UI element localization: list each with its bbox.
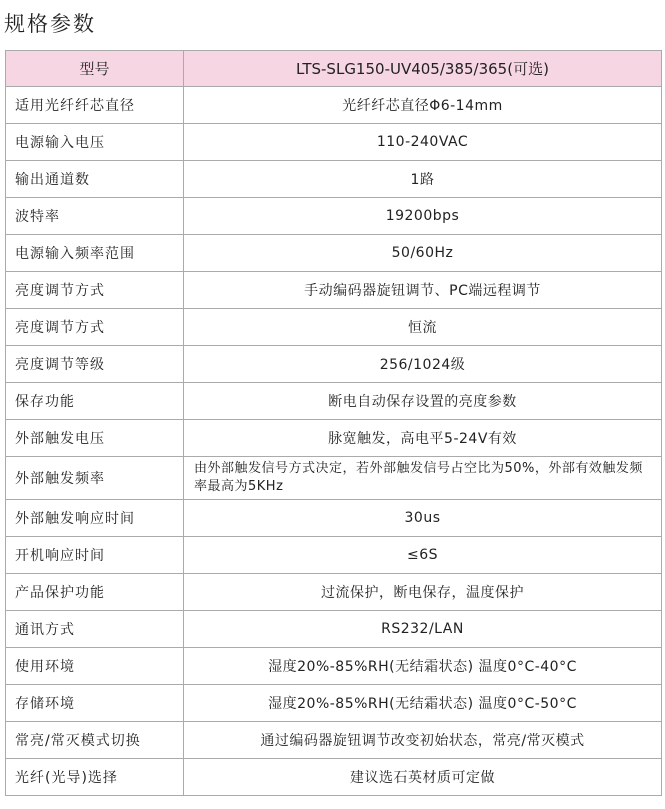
row-label: 外部触发电压 — [6, 420, 184, 457]
table-row — [6, 87, 662, 124]
row-value: 通过编码器旋钮调节改变初始状态，常亮/常灭模式 — [184, 722, 662, 759]
row-label: 外部触发频率 — [6, 457, 184, 500]
table-row — [6, 272, 662, 309]
table-header-row — [6, 51, 662, 87]
row-value: 断电自动保存设置的亮度参数 — [184, 383, 662, 420]
row-label: 波特率 — [6, 198, 184, 235]
row-value: 脉宽触发，高电平5-24V有效 — [184, 420, 662, 457]
table-row — [6, 722, 662, 759]
row-value: 过流保护，断电保存，温度保护 — [184, 574, 662, 611]
row-value: 湿度20%-85%RH(无结霜状态) 温度0°C-50°C — [184, 685, 662, 722]
row-value: 由外部触发信号方式决定，若外部触发信号占空比为50%，外部有效触发频率最高为5KHz — [184, 457, 662, 500]
table-row — [6, 648, 662, 685]
row-label: 开机响应时间 — [6, 537, 184, 574]
table-row — [6, 420, 662, 457]
table-row — [6, 198, 662, 235]
header-label-cell: 型号 — [6, 51, 184, 87]
table-row — [6, 457, 662, 500]
table-row — [6, 574, 662, 611]
row-label: 产品保护功能 — [6, 574, 184, 611]
row-value: 256/1024级 — [184, 346, 662, 383]
row-value: 恒流 — [184, 309, 662, 346]
row-label: 光纤(光导)选择 — [6, 759, 184, 796]
table-row — [6, 383, 662, 420]
row-value: 50/60Hz — [184, 235, 662, 272]
row-label: 存储环境 — [6, 685, 184, 722]
row-value: 建议选石英材质可定做 — [184, 759, 662, 796]
table-row — [6, 235, 662, 272]
row-label: 输出通道数 — [6, 161, 184, 198]
table-row — [6, 346, 662, 383]
row-value: 30us — [184, 500, 662, 537]
row-value: 19200bps — [184, 198, 662, 235]
row-label: 电源输入电压 — [6, 124, 184, 161]
table-row — [6, 611, 662, 648]
row-label: 通讯方式 — [6, 611, 184, 648]
spec-table — [5, 50, 662, 796]
table-row — [6, 537, 662, 574]
row-value: 光纤纤芯直径Φ6-14mm — [184, 87, 662, 124]
row-label: 电源输入频率范围 — [6, 235, 184, 272]
table-row — [6, 124, 662, 161]
row-label: 适用光纤纤芯直径 — [6, 87, 184, 124]
row-value: 1路 — [184, 161, 662, 198]
row-label: 常亮/常灭模式切换 — [6, 722, 184, 759]
row-label: 亮度调节方式 — [6, 272, 184, 309]
table-row — [6, 759, 662, 796]
row-value: 手动编码器旋钮调节、PC端远程调节 — [184, 272, 662, 309]
table-row — [6, 309, 662, 346]
row-label: 亮度调节方式 — [6, 309, 184, 346]
table-row — [6, 161, 662, 198]
row-value: ≤6S — [184, 537, 662, 574]
row-label: 保存功能 — [6, 383, 184, 420]
row-label: 亮度调节等级 — [6, 346, 184, 383]
row-label: 外部触发响应时间 — [6, 500, 184, 537]
header-model-cell: LTS-SLG150-UV405/385/365(可选) — [184, 51, 662, 87]
page-title: 规格参数 — [4, 12, 96, 36]
row-value: 湿度20%-85%RH(无结霜状态) 温度0°C-40°C — [184, 648, 662, 685]
table-row — [6, 500, 662, 537]
row-value: 110-240VAC — [184, 124, 662, 161]
table-row — [6, 685, 662, 722]
row-value: RS232/LAN — [184, 611, 662, 648]
row-label: 使用环境 — [6, 648, 184, 685]
